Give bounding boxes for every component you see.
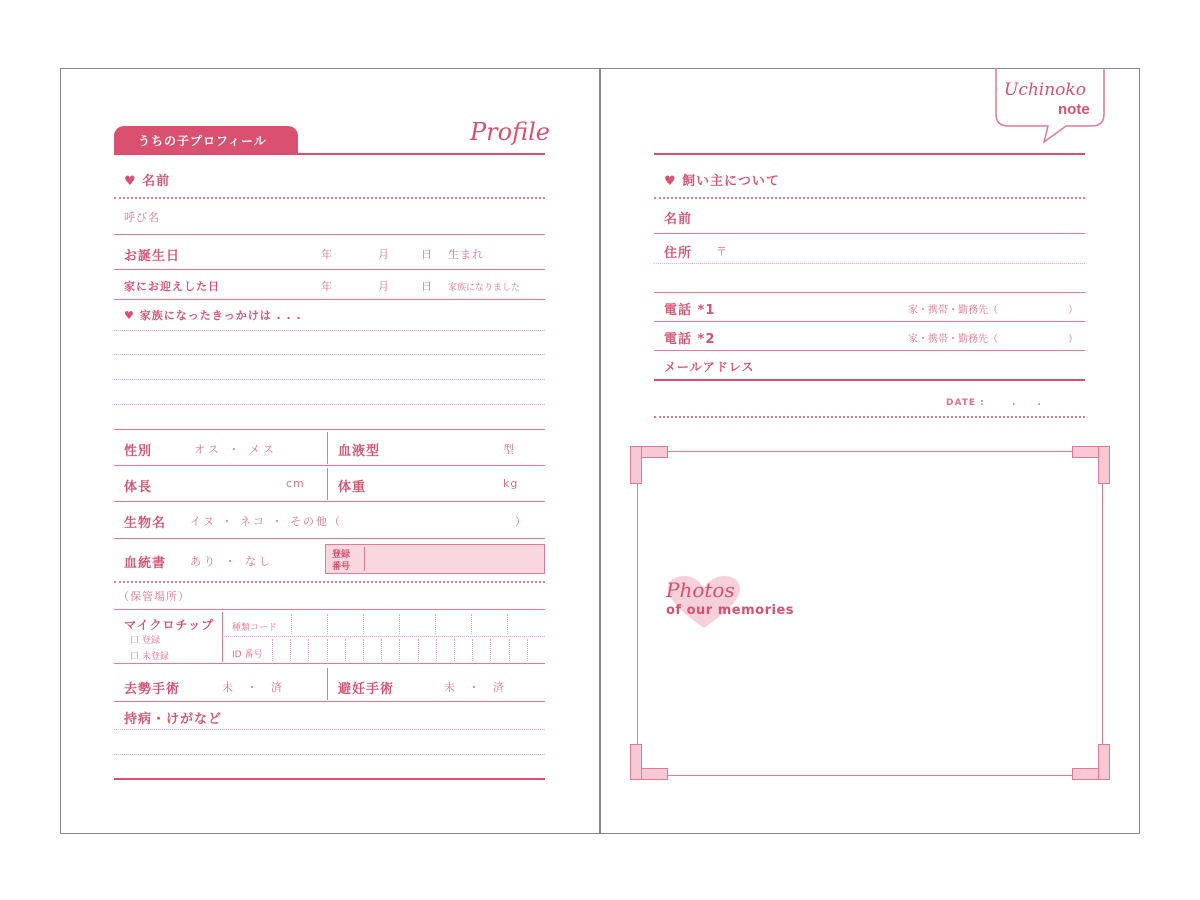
spay-label: 避妊手術 bbox=[338, 682, 395, 697]
divider bbox=[114, 701, 545, 702]
chip-cell-divider bbox=[327, 639, 328, 661]
reg-label-1: 登録 bbox=[332, 550, 351, 560]
divider bbox=[327, 668, 328, 700]
writing-line bbox=[114, 330, 545, 331]
photo-corner-br-v bbox=[1098, 744, 1110, 780]
photo-corner-tr-v bbox=[1098, 446, 1110, 484]
chip-cell-divider bbox=[290, 639, 291, 661]
chip-registered: 口 登録 bbox=[130, 636, 160, 646]
book-spine bbox=[599, 68, 601, 834]
chip-cell-divider bbox=[472, 639, 473, 661]
length-unit: cm bbox=[286, 477, 305, 490]
divider bbox=[654, 292, 1085, 293]
reason-label: ♥ 家族になったきっかけは . . . bbox=[124, 309, 302, 322]
pedigree-options: あり ・ なし bbox=[190, 555, 273, 568]
chip-cell-divider bbox=[471, 614, 472, 634]
welcome-month: 月 bbox=[378, 280, 390, 293]
date-dots: . . bbox=[1012, 398, 1041, 408]
pet-name-label: ♥ 名前 bbox=[124, 174, 171, 189]
microchip-label: マイクロチップ bbox=[124, 618, 215, 632]
chip-cell-divider bbox=[363, 614, 364, 634]
chip-cell-divider bbox=[399, 639, 400, 661]
divider bbox=[654, 379, 1085, 381]
divider bbox=[114, 234, 545, 235]
species-label: 生物名 bbox=[124, 516, 167, 531]
chip-cell-divider bbox=[291, 614, 292, 634]
divider bbox=[114, 299, 545, 300]
divider bbox=[114, 465, 545, 466]
chip-cell-divider bbox=[399, 614, 400, 634]
species-options: イヌ ・ ネコ ・ その他（ bbox=[190, 515, 342, 528]
chip-unregistered: 口 未登録 bbox=[130, 652, 169, 662]
divider bbox=[222, 612, 223, 662]
blood-unit: 型 bbox=[503, 443, 515, 456]
phone1-options: 家・携帯・勤務先（ bbox=[908, 305, 998, 316]
birthday-label: お誕生日 bbox=[124, 249, 181, 264]
divider bbox=[327, 468, 328, 500]
blood-label: 血液型 bbox=[338, 444, 381, 459]
photos-script: Photos bbox=[666, 578, 735, 602]
birthday-month: 月 bbox=[378, 248, 390, 261]
neuter-options: 未 ・ 済 bbox=[222, 681, 287, 694]
photos-subtitle: of our memories bbox=[666, 603, 794, 618]
writing-line bbox=[114, 379, 545, 380]
chip-cell-divider bbox=[272, 639, 273, 661]
divider bbox=[654, 321, 1085, 322]
phone2-label: 電話 *2 bbox=[664, 332, 716, 347]
address-label: 住所 bbox=[664, 246, 693, 261]
chip-cell-divider bbox=[363, 639, 364, 661]
chip-cell-divider bbox=[418, 639, 419, 661]
chip-cell-divider bbox=[327, 614, 328, 634]
weight-unit: kg bbox=[503, 477, 519, 490]
divider bbox=[364, 547, 365, 571]
chip-cell-divider bbox=[436, 639, 437, 661]
divider bbox=[222, 636, 545, 637]
date-label: DATE : bbox=[946, 398, 985, 408]
registration-number-box bbox=[325, 544, 545, 574]
id-number-label: ID 番号 bbox=[232, 650, 263, 660]
chip-cell-divider bbox=[454, 639, 455, 661]
logo-text-line2: note bbox=[1058, 101, 1090, 118]
logo-text-line1: Uchinoko bbox=[1004, 80, 1086, 100]
welcome-year: 年 bbox=[321, 280, 333, 293]
divider bbox=[654, 350, 1085, 351]
code-type-label: 種類コード bbox=[232, 623, 278, 633]
email-label: メールアドレス bbox=[664, 360, 755, 374]
welcome-label: 家にお迎えした日 bbox=[124, 280, 220, 293]
chip-cell-divider bbox=[345, 639, 346, 661]
length-label: 体長 bbox=[124, 480, 153, 495]
sex-label: 性別 bbox=[124, 444, 153, 459]
divider bbox=[654, 416, 1085, 418]
divider bbox=[114, 581, 545, 583]
divider bbox=[114, 429, 545, 430]
nickname-label: 呼び名 bbox=[124, 211, 160, 224]
neuter-label: 去勢手術 bbox=[124, 682, 181, 697]
birthday-year: 年 bbox=[321, 248, 333, 261]
divider bbox=[654, 197, 1085, 199]
storage-label: （保管場所） bbox=[118, 590, 190, 603]
chip-cell-divider bbox=[435, 614, 436, 634]
divider bbox=[114, 538, 545, 539]
pedigree-label: 血統書 bbox=[124, 556, 167, 571]
divider bbox=[114, 609, 545, 610]
postal-mark: 〒 bbox=[716, 245, 728, 258]
header-rule bbox=[114, 153, 545, 155]
species-close: ） bbox=[515, 515, 527, 528]
reg-label-2: 番号 bbox=[332, 562, 351, 572]
phone2-options: 家・携帯・勤務先（ bbox=[908, 334, 998, 345]
birthday-day: 日 bbox=[421, 248, 433, 261]
divider bbox=[114, 663, 545, 664]
chip-cell-divider bbox=[490, 639, 491, 661]
welcome-suffix: 家族になりました bbox=[448, 283, 521, 293]
chip-cell-divider bbox=[527, 639, 528, 661]
welcome-day: 日 bbox=[421, 280, 433, 293]
weight-label: 体重 bbox=[338, 480, 367, 495]
writing-line bbox=[114, 754, 545, 755]
divider bbox=[114, 197, 545, 199]
profile-tab: うちの子プロフィール bbox=[114, 126, 298, 154]
owner-name-label: 名前 bbox=[664, 212, 693, 227]
spay-options: 未 ・ 済 bbox=[444, 681, 509, 694]
birthday-suffix: 生まれ bbox=[448, 248, 484, 261]
photo-corner-bl-v bbox=[630, 744, 642, 780]
divider bbox=[114, 269, 545, 270]
chip-cell-divider bbox=[509, 639, 510, 661]
header-rule bbox=[654, 153, 1085, 155]
profile-title: Profile bbox=[470, 118, 550, 146]
writing-line bbox=[114, 729, 545, 730]
sex-options: オス ・ メス bbox=[194, 443, 277, 456]
illness-label: 持病・けがなど bbox=[124, 712, 223, 727]
chip-cell-divider bbox=[507, 614, 508, 634]
chip-cell-divider bbox=[308, 639, 309, 661]
writing-line bbox=[654, 263, 1085, 264]
phone2-close: ） bbox=[1068, 334, 1078, 345]
footer-rule bbox=[114, 778, 545, 780]
divider bbox=[327, 432, 328, 464]
phone1-close: ） bbox=[1068, 305, 1078, 316]
writing-line bbox=[114, 354, 545, 355]
chip-cell-divider bbox=[381, 639, 382, 661]
divider bbox=[114, 501, 545, 502]
phone1-label: 電話 *1 bbox=[664, 303, 716, 318]
photo-corner-tl-v bbox=[630, 446, 642, 484]
owner-label: ♥ 飼い主について bbox=[664, 174, 780, 189]
divider bbox=[654, 233, 1085, 234]
writing-line bbox=[114, 404, 545, 405]
